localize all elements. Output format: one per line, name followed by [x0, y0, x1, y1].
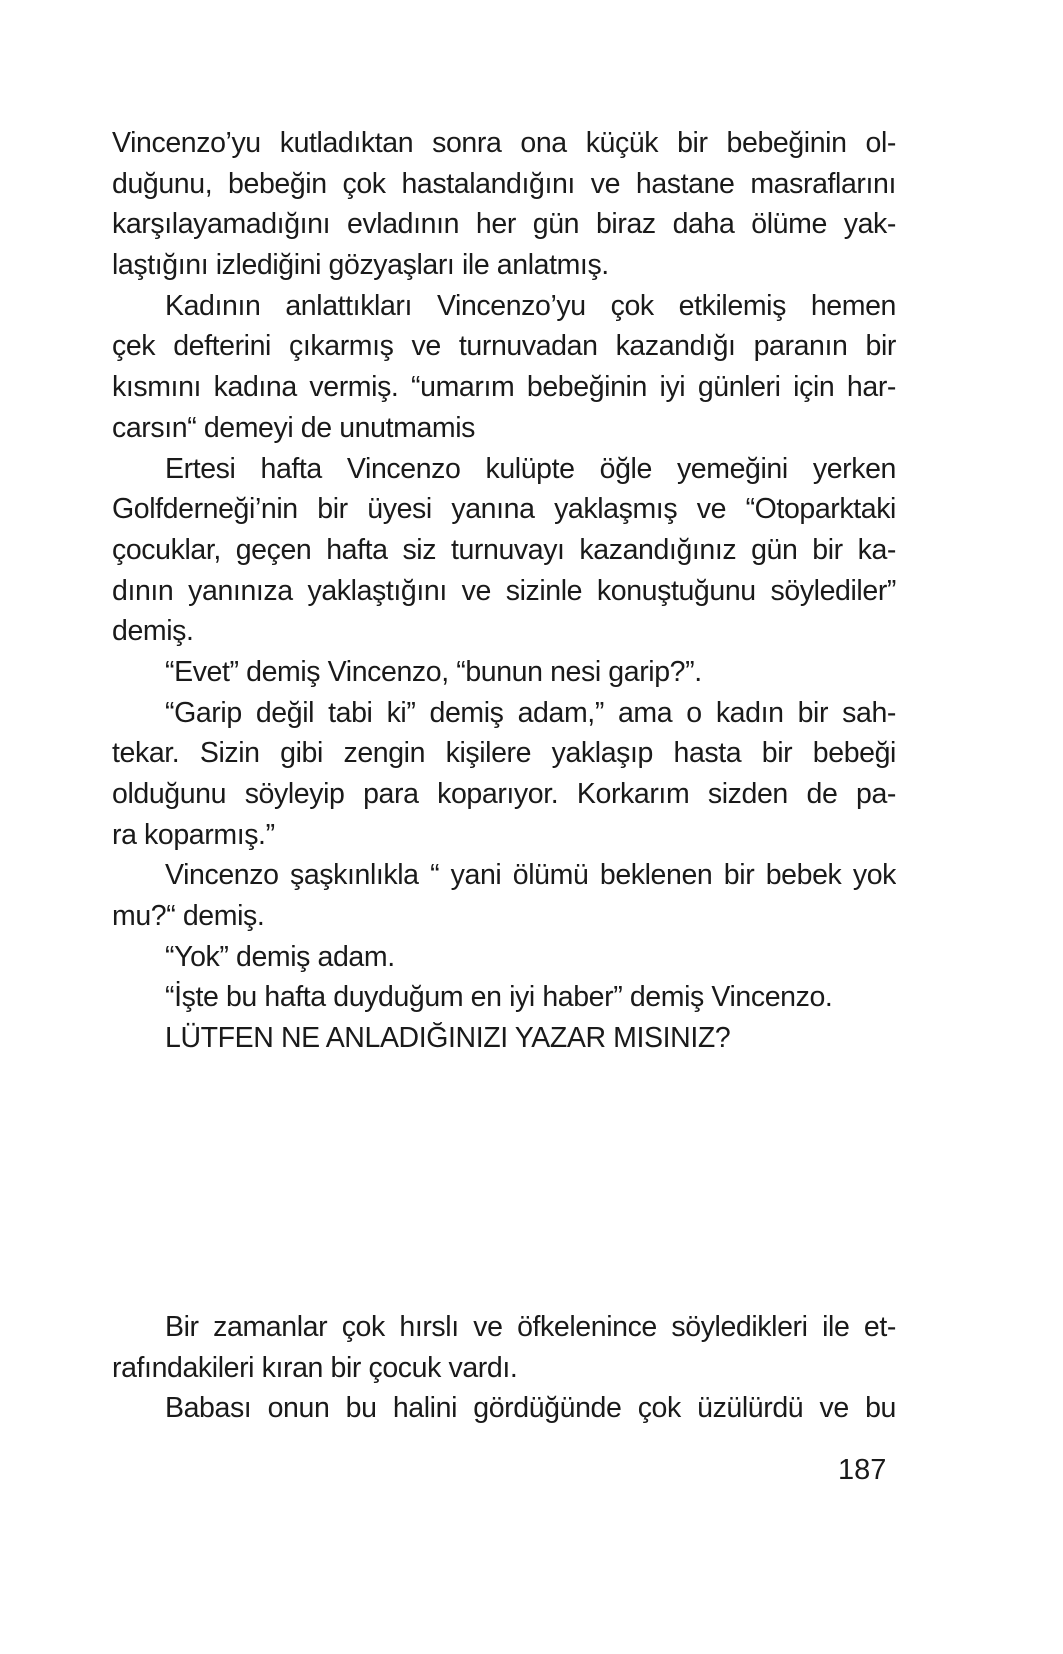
text-line: karşılayamadığını evladının her gün biraz daha ölüme yak- — [112, 208, 896, 241]
text-line: duğunu, bebeğin çok hastalandığını ve hastane masraflarını — [112, 167, 896, 200]
page-number: 187 — [838, 1454, 887, 1486]
text-line: Bir zamanlar çok hırslı ve öfkelenince söyledikleri ile et- — [165, 1311, 896, 1343]
text-line: “İşte bu hafta duyduğum en iyi haber” demiş Vincenzo. — [165, 981, 833, 1014]
text-line: Ertesi hafta Vincenzo kulüpte öğle yemeğini yerken — [165, 452, 896, 485]
text-line: olduğunu söyleyip para koparıyor. Korkarım sizden de pa- — [112, 778, 896, 810]
text-line: demiş. — [112, 615, 194, 648]
text-line: Vincenzo şaşkınlıkla “ yani ölümü beklenen bir bebek yok — [165, 859, 896, 892]
text-line: laştığını izlediğini gözyaşları ile anlatmış. — [112, 249, 609, 282]
text-line: Babası onun bu halini gördüğünde çok üzülürdü ve bu — [165, 1392, 896, 1425]
next-story-text-block — [112, 1307, 896, 1429]
text-line: “Evet” demiş Vincenzo, “bunun nesi garip?”. — [165, 655, 702, 688]
story-text-block — [112, 123, 896, 1059]
text-line: ra koparmış.” — [112, 818, 275, 851]
text-line: carsın“ demeyi de unutmamis — [112, 411, 476, 444]
text-line: “Garip değil tabi ki” demiş adam,” ama o kadın bir sah- — [165, 696, 896, 729]
text-line: “Yok” demiş adam. — [165, 940, 395, 973]
text-line: tekar. Sizin gibi zengin kişilere yaklaşıp hasta bir bebeği — [112, 737, 896, 770]
text-line: kısmını kadına vermiş. “umarım bebeğinin iyi günleri için har- — [112, 371, 896, 404]
text-line: çocuklar, geçen hafta siz turnuvayı kazandığınız gün bir ka- — [112, 533, 896, 566]
text-line: Vincenzo’yu kutladıktan sonra ona küçük bir bebeğinin ol- — [112, 127, 896, 159]
text-line: LÜTFEN NE ANLADIĞINIZI YAZAR MISINIZ? — [165, 1022, 731, 1055]
text-line: mu?“ demiş. — [112, 900, 265, 933]
text-line: dının yanınıza yaklaştığını ve sizinle konuştuğunu söylediler” — [112, 574, 896, 607]
text-line: Kadının anlattıkları Vincenzo’yu çok etkilemiş hemen — [165, 289, 896, 322]
text-line: Golfderneği’nin bir üyesi yanına yaklaşmış ve “Otoparktaki — [112, 493, 896, 526]
text-line: rafındakileri kıran bir çocuk vardı. — [112, 1351, 518, 1384]
text-line: çek defterini çıkarmış ve turnuvadan kazandığı paranın bir — [112, 330, 896, 363]
